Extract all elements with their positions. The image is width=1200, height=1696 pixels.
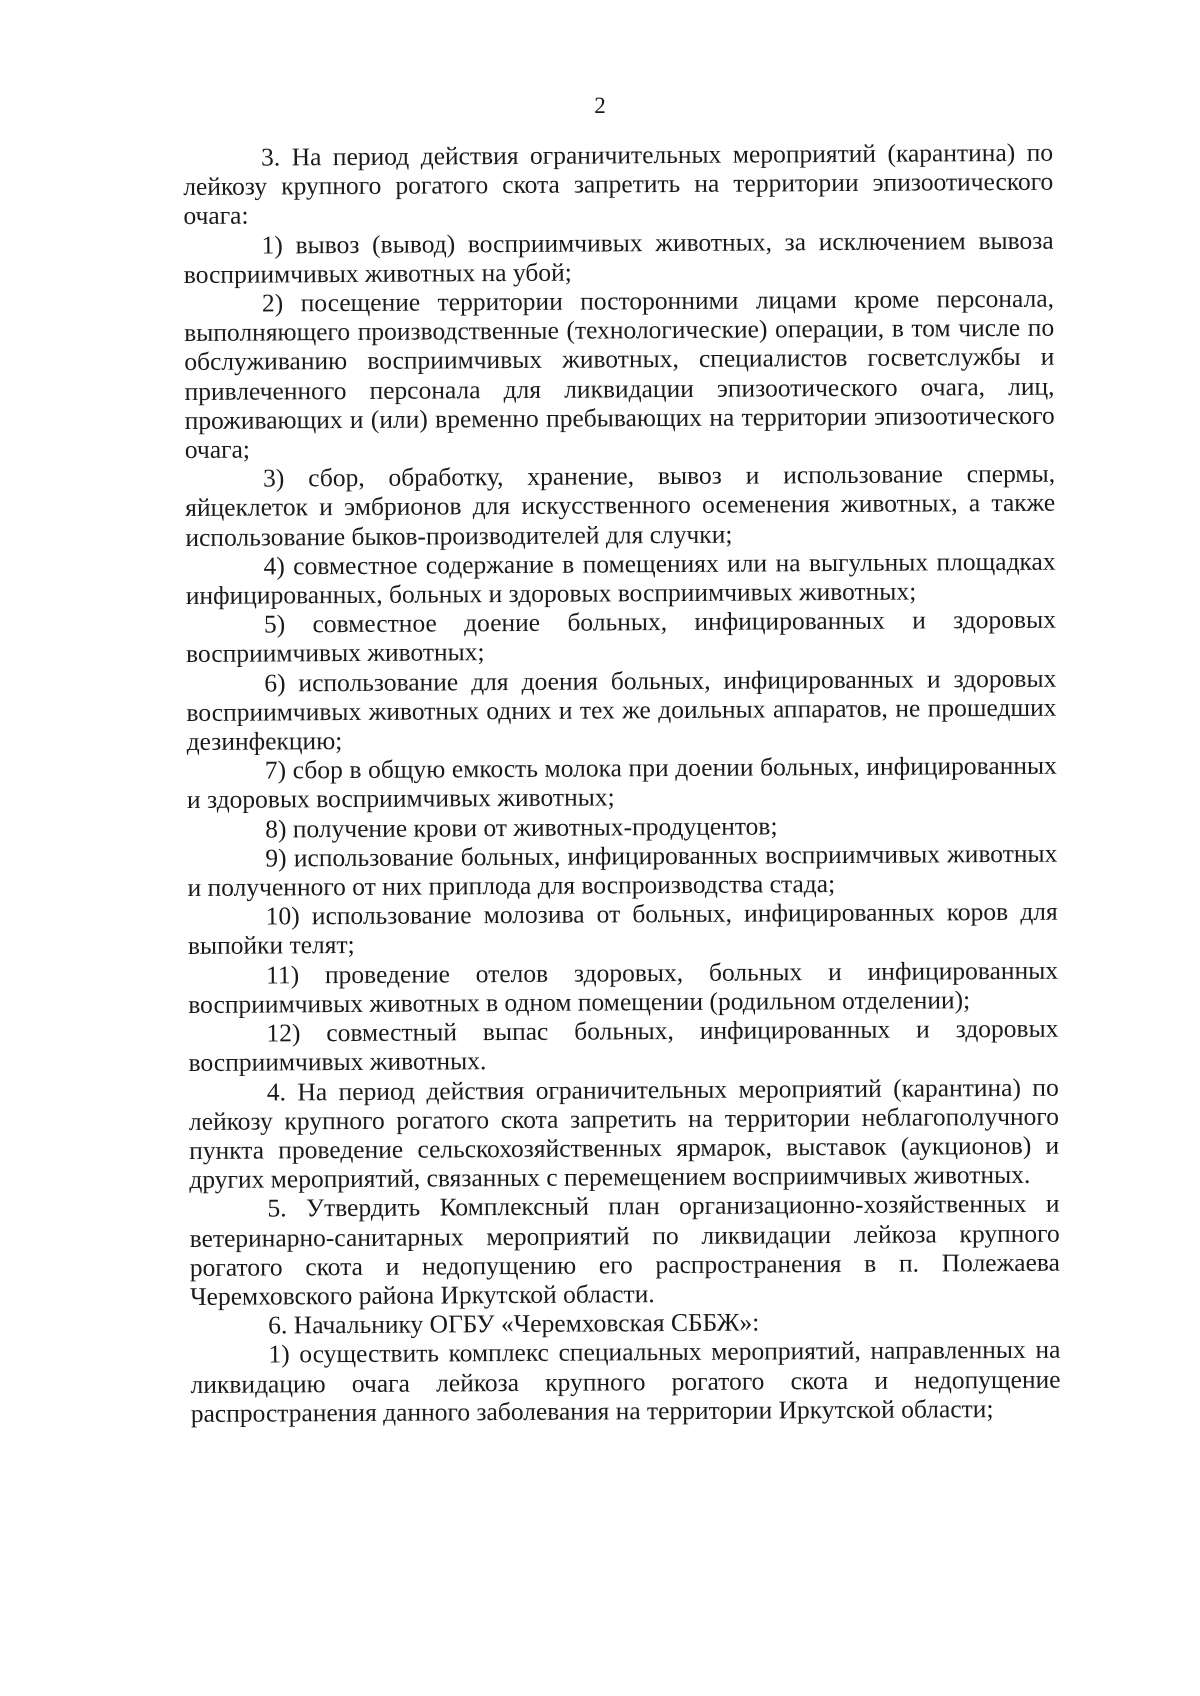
list-item-3-8: 8) получение крови от животных-продуцентов; [265, 811, 778, 844]
list-item-3-1: 1) вывоз (вывод) восприимчивых животных, за исключением вывоза восприимчивых животных на убой; [183, 225, 1054, 289]
list-item-3-11: 11) проведение отелов здоровых, больных и инфицированных восприимчивых животных в одном помещении (родильном отделении); [188, 955, 1059, 1019]
page-number: 2 [594, 93, 606, 118]
list-item-3-3: 3) сбор, обработку, хранение, вывоз и использование спермы, яйцеклеток и эмбрионов для искусственного осеменения животных, а также использование быков-производителей для случки; [185, 458, 1056, 552]
list-item-3-7: 7) сбор в общую емкость молока при доении больных, инфицированных и здоровых восприимчивых животных; [186, 750, 1057, 815]
list-item-3-6: 6) использование для доения больных, инфицированных и здоровых восприимчивых животных одних и тех же доильных аппаратов, не прошедших дезинфекцию; [186, 663, 1057, 757]
list-item-3-12: 12) совместный выпас больных, инфицированных и здоровых восприимчивых животных. [188, 1013, 1059, 1078]
document-body [183, 138, 1061, 1428]
paragraph-item-5: 5. Утвердить Комплексный план организационно-хозяйственных и ветеринарно-санитарных мероприятий по ликвидации лейкоза крупного рогатого скота и недопущению его распространения в п. Полежаева Черемховского района Иркутской области. [189, 1188, 1060, 1311]
list-item-3-5: 5) совместное доение больных, инфицированных и здоровых восприимчивых животных; [186, 604, 1057, 669]
list-item-6-1: 1) осуществить комплекс специальных мероприятий, направленных на ликвидацию очага лейкоза крупного рогатого скота и недопущение распространения данного заболевания на территории Иркутской области; [190, 1334, 1061, 1428]
list-item-3-2: 2) посещение территории посторонними лицами кроме персонала, выполняющего производственные (технологические) операции, в том числе по обслуживанию восприимчивых животных, специалистов госветслужбы и привлеченного персонала для ликвидации эпизоотического очага, лиц, проживающих и (или) временно пребывающих на территории эпизоотического очага; [184, 283, 1055, 465]
list-item-3-10: 10) использование молозива от больных, инфицированных коров для выпойки телят; [187, 896, 1058, 961]
list-item-3-4: 4) совместное содержание в помещениях или на выгульных площадках инфицированных, больных и здоровых восприимчивых животных; [185, 546, 1056, 611]
list-item-3-9: 9) использование больных, инфицированных восприимчивых животных и полученного от них приплода для воспроизводства стада; [187, 838, 1058, 903]
paragraph-item-3: 3. На период действия ограничительных мероприятий (карантина) по лейкозу крупного рогатого скота запретить на территории эпизоотического очага: [183, 137, 1054, 231]
paragraph-item-4: 4. На период действия ограничительных мероприятий (карантина) по лейкозу крупного рогатого скота запретить на территории неблагополучного пункта проведение сельскохозяйственных ярмарок, выставок (аукционов) и других мероприятий, связанных с перемещением восприимчивых животных. [188, 1072, 1060, 1195]
paragraph-item-6: 6. Начальнику ОГБУ «Черемховская СББЖ»: [268, 1307, 760, 1340]
